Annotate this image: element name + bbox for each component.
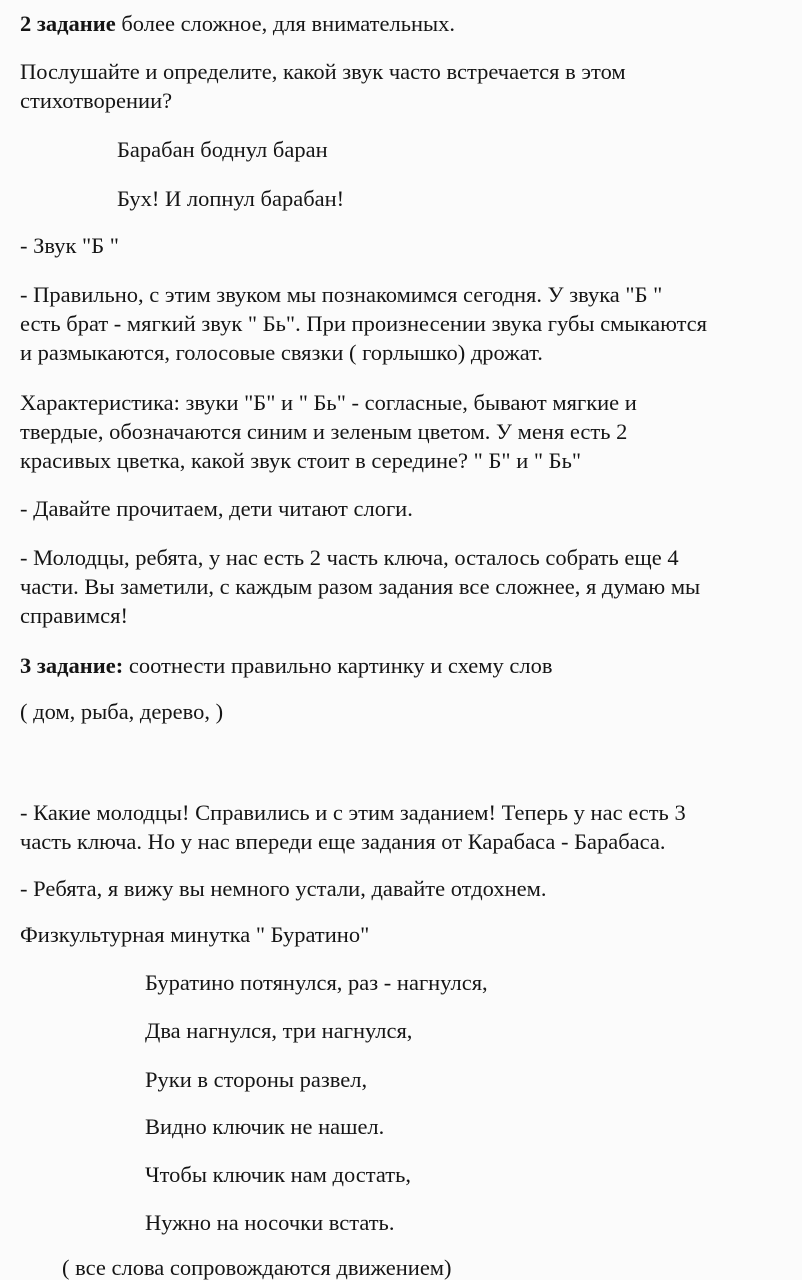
praise-line: - Молодцы, ребята, у нас есть 2 часть ключа, осталось собрать еще 4: [20, 545, 679, 570]
task3-heading: 3 задание:: [20, 653, 124, 678]
characteristic-line: красивых цветка, какой звук стоит в середине? " Б" и " Бь": [20, 448, 582, 473]
task3-line: [20, 651, 552, 680]
characteristic-line: твердые, обозначаются синим и зеленым цветом. У меня есть 2: [20, 419, 628, 444]
poem2-line: Чтобы ключик нам достать,: [145, 1162, 411, 1187]
movement-note: ( все слова сопровождаются движением): [62, 1255, 452, 1280]
task2-heading: 2 задание: [20, 11, 116, 36]
intro-line: стихотворении?: [20, 88, 173, 113]
poem1-line: Барабан боднул баран: [117, 137, 328, 162]
rest-line: - Ребята, я вижу вы немного устали, давайте отдохнем.: [20, 876, 547, 901]
characteristic-line: Характеристика: звуки "Б" и " Бь" - согласные, бывают мягкие и: [20, 390, 637, 415]
characteristic-paragraph: [20, 388, 637, 475]
poem2-line: Видно ключик не нашел.: [145, 1114, 385, 1139]
physminute-title: Физкультурная минутка " Буратино": [20, 922, 370, 947]
poem2-line: Нужно на носочки встать.: [145, 1210, 395, 1235]
intro-line: Послушайте и определите, какой звук часто встречается в этом: [20, 59, 626, 84]
praise-line: справимся!: [20, 603, 128, 628]
praise2-line: - Какие молодцы! Справились и с этим заданием! Теперь у нас есть 3: [20, 800, 686, 825]
praise2-line: часть ключа. Но у нас впереди еще задания от Карабаса - Барабаса.: [20, 829, 666, 854]
read-syllables-line: - Давайте прочитаем, дети читают слоги.: [20, 496, 413, 521]
answer-line: - Звук "Б ": [20, 233, 119, 258]
explain-paragraph: [20, 280, 707, 367]
praise2-paragraph: [20, 798, 686, 856]
task2-heading-rest: более сложное, для внимательных.: [115, 11, 456, 36]
poem1-line: Бух! И лопнул барабан!: [117, 186, 345, 211]
praise-line: части. Вы заметили, с каждым разом задания все сложнее, я думаю мы: [20, 574, 701, 599]
task3-heading-rest: соотнести правильно картинку и схему слов: [123, 653, 553, 678]
poem2-line: Два нагнулся, три нагнулся,: [145, 1018, 413, 1043]
explain-line: и размыкаются, голосовые связки ( горлышко) дрожат.: [20, 340, 543, 365]
poem2-line: Руки в стороны развел,: [145, 1067, 368, 1092]
explain-line: есть брат - мягкий звук " Бь". При произнесении звука губы смыкаются: [20, 311, 708, 336]
explain-line: - Правильно, с этим звуком мы познакомимся сегодня. У звука "Б ": [20, 282, 663, 307]
praise-paragraph: [20, 543, 700, 630]
task3-words: ( дом, рыба, дерево, ): [20, 699, 224, 724]
poem2-line: Буратино потянулся, раз - нагнулся,: [145, 970, 488, 995]
intro-paragraph: [20, 57, 626, 115]
task2-line: [20, 9, 455, 38]
